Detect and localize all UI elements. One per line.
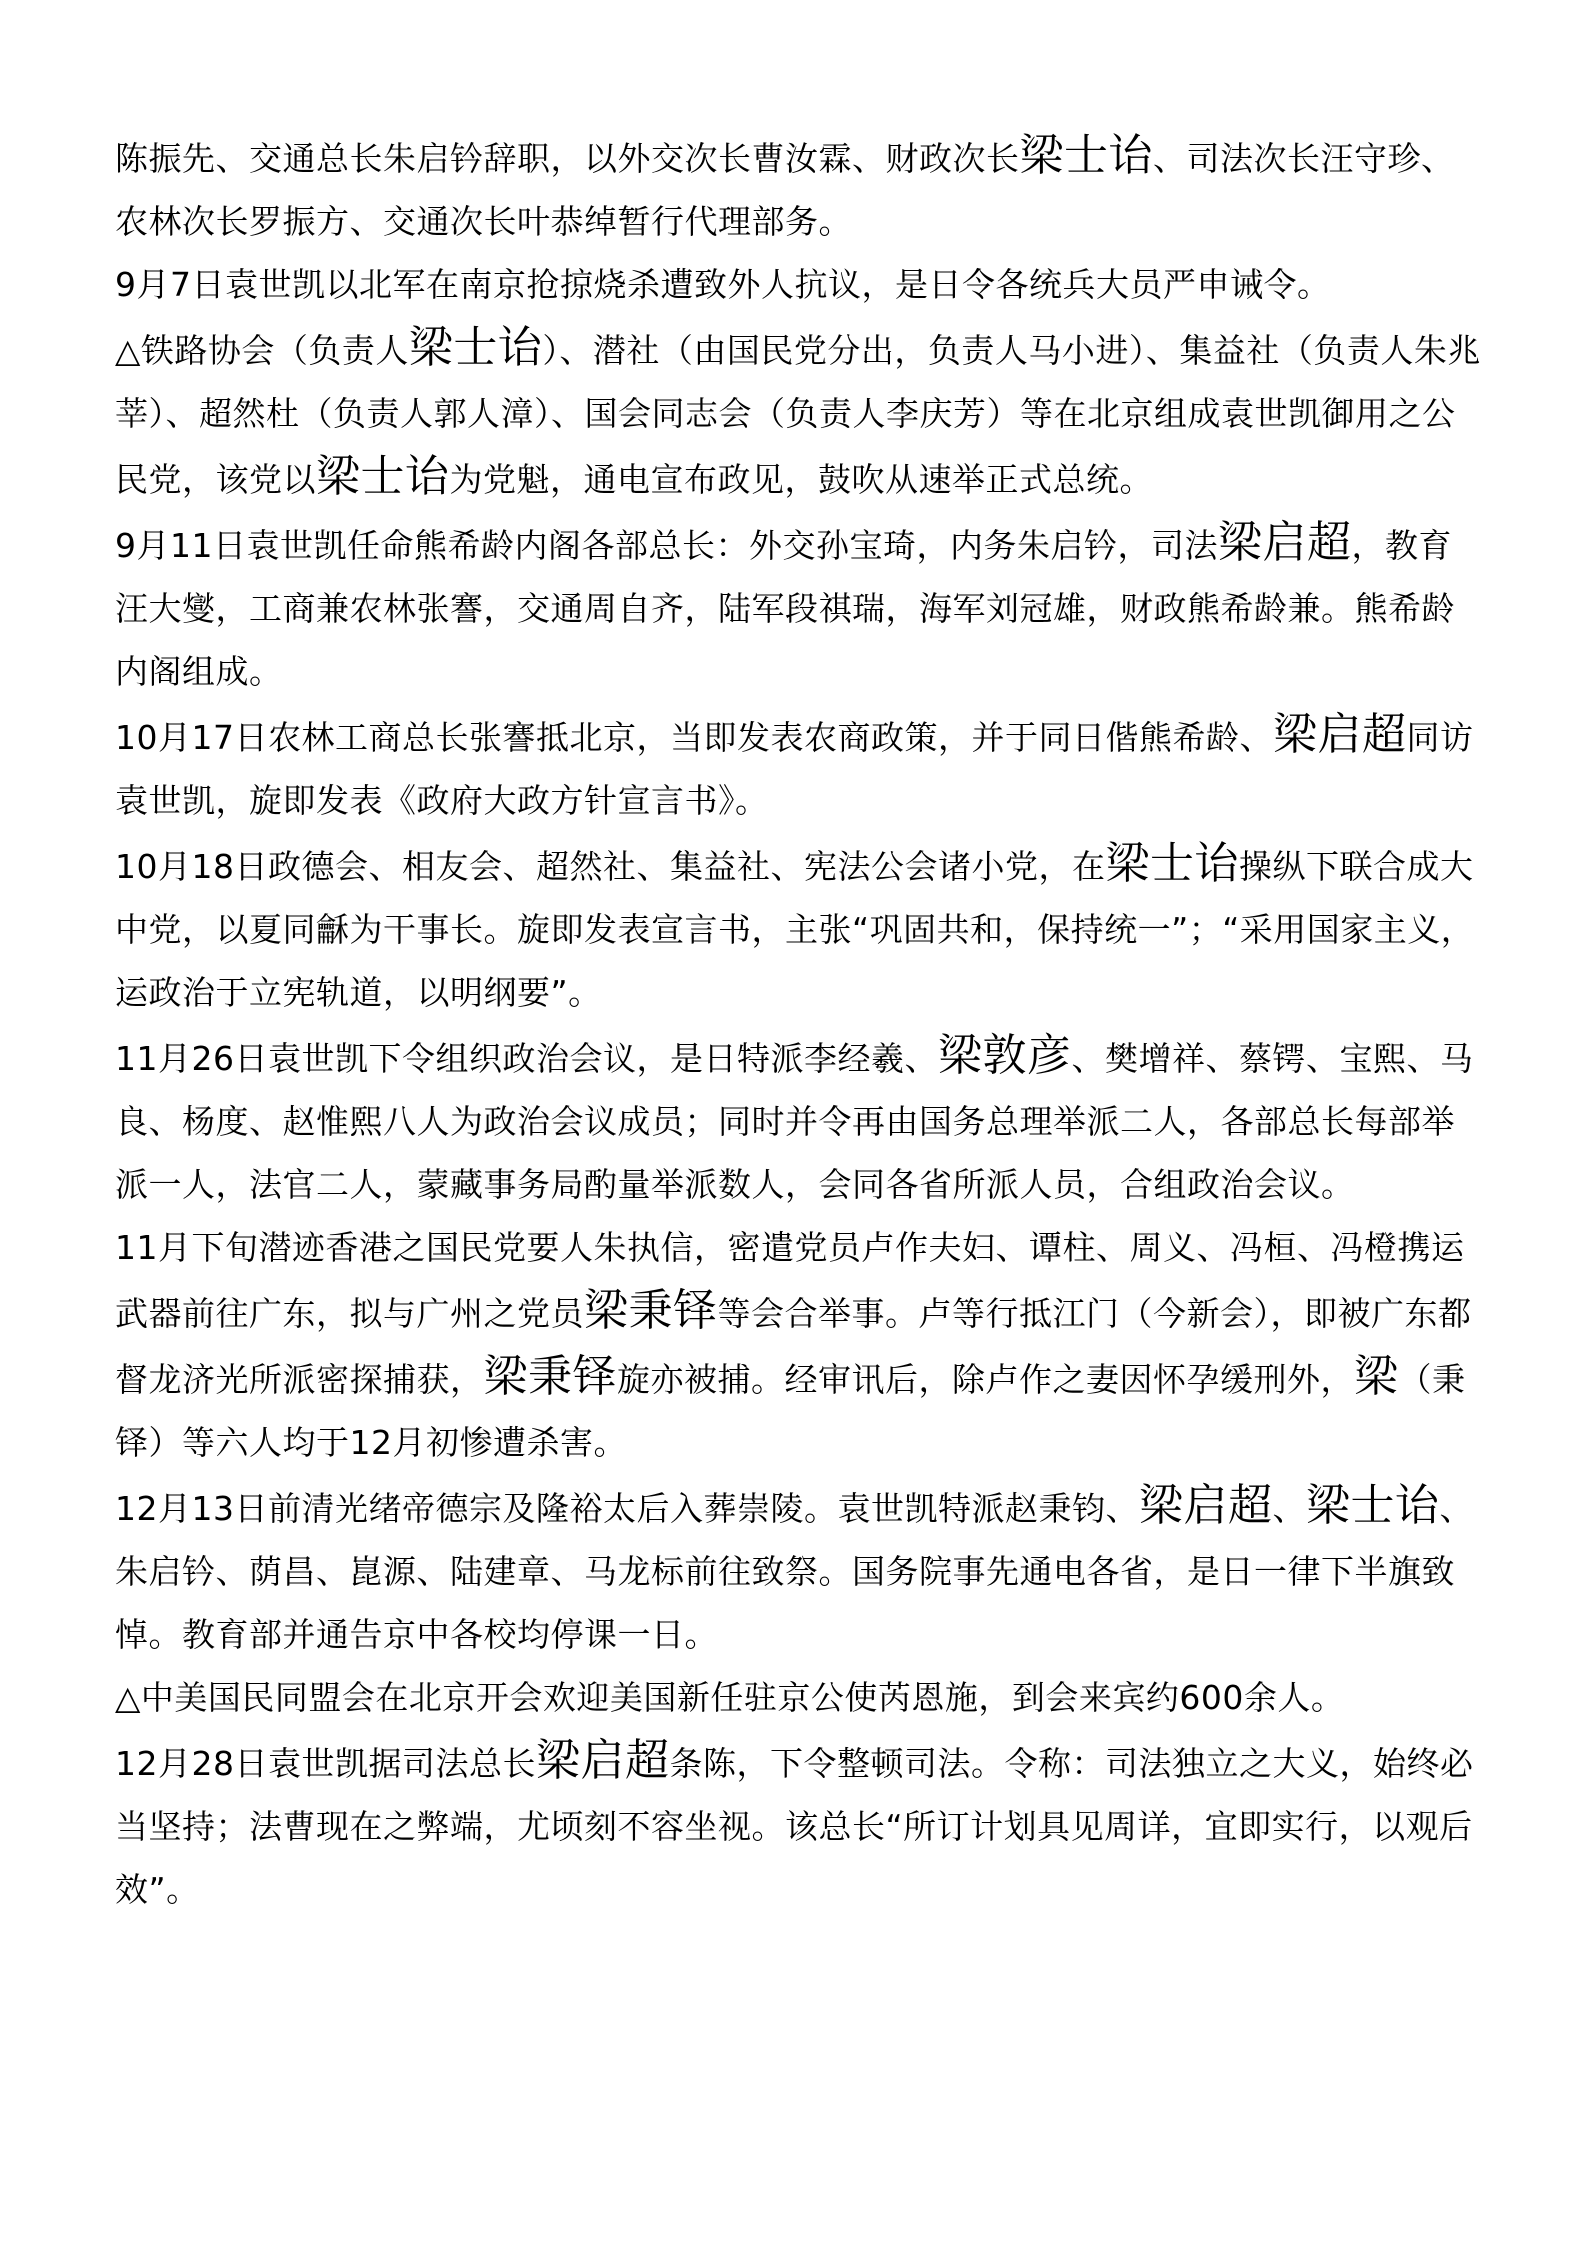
text-segment: 同访袁世凯，旋即发表《政府大政方针宣言书》。 [115, 718, 1474, 820]
text-segment: △中美国民同盟会在北京开会欢迎美国新任驻京公使芮恩施，到会来宾约600余人。 [115, 1678, 1345, 1717]
text-segment: 、樊增祥、蔡锷、宝熙、马良、杨度、赵惟熙八人为政治会议成员；同时并令再由国务总理举派二人，各部总长每部举派一人，法官二人，蒙藏事务局酌量举派数人，会同各省所派人员，合组政治会议。 [115, 1039, 1474, 1204]
highlighted-name: 梁士诒 [1305, 1480, 1440, 1531]
highlighted-name: 梁秉铎 [584, 1285, 718, 1336]
paragraph [115, 253, 1485, 316]
paragraph [115, 1474, 1485, 1666]
highlighted-name: 梁启超 [535, 1735, 670, 1786]
text-segment: 12月13日前清光绪帝德宗及隆裕太后入葬崇陵。袁世凯特派赵秉钧、 [115, 1489, 1139, 1528]
text-segment: △铁路协会（负责人 [115, 331, 409, 370]
highlighted-name: 梁 [1354, 1351, 1399, 1402]
text-segment: 陈振先、交通总长朱启钤辞职，以外交次长曹汝霖、财政次长 [115, 139, 1020, 178]
text-segment: 等会合举事。卢等行抵江门（今新会），即被广东都督龙济光所派密探捕获， [115, 1294, 1472, 1399]
highlighted-name: 梁启超 [1138, 1480, 1273, 1531]
highlighted-name: 梁士诒 [1019, 130, 1153, 181]
paragraph [115, 1666, 1485, 1729]
highlighted-name: 梁秉铎 [483, 1351, 617, 1402]
text-segment: 10月17日农林工商总长张謇抵北京，当即发表农商政策，并于同日偕熊希龄、 [115, 718, 1273, 757]
paragraph [115, 124, 1485, 253]
text-segment: ）、潜社（由国民党分出，负责人马小进）、集益社（负责人朱兆莘）、超然杜（负责人郭人漳）、国会同志会（负责人李庆芳）等在北京组成袁世凯御用之公民党，该党以 [115, 331, 1481, 499]
text-segment: （秉铎）等六人均于12月初惨遭杀害。 [115, 1360, 1466, 1462]
text-segment: 操纵下联合成大中党，以夏同龢为干事长。旋即发表宣言书，主张“巩固共和，保持统一”；“采用国家主义，运政治于立宪轨道，以明纲要”。 [115, 847, 1475, 1012]
text-segment: 9月11日袁世凯任命熊希龄内阁各部总长：外交孙宝琦，内务朱启钤，司法 [115, 526, 1218, 565]
paragraph [115, 316, 1485, 511]
document-page [115, 124, 1485, 1921]
highlighted-name: 梁士诒 [1105, 838, 1239, 889]
text-segment: 12月28日袁世凯据司法总长 [115, 1744, 536, 1783]
highlighted-name: 梁士诒 [316, 451, 450, 502]
text-segment: 为党魁，通电宣布政见，鼓吹从速举正式总统。 [449, 460, 1153, 499]
highlighted-name: 梁敦彦 [937, 1030, 1072, 1081]
text-segment: 、司法次长汪守珍、农林次长罗振方、交通次长叶恭绰暂行代理部务。 [115, 139, 1455, 241]
highlighted-name: 梁启超 [1218, 517, 1352, 568]
paragraph [115, 1216, 1485, 1474]
text-segment: 11月26日袁世凯下令组织政治会议，是日特派李经羲、 [115, 1039, 938, 1078]
paragraph [115, 511, 1485, 703]
text-segment: 旋亦被捕。经审讯后，除卢作之妻因怀孕缓刑外， [617, 1360, 1354, 1399]
text-segment: 10月18日政德会、相友会、超然社、集益社、宪法公会诸小党，在 [115, 847, 1106, 886]
text-segment: ，教育汪大燮，工商兼农林张謇，交通周自齐，陆军段祺瑞，海军刘冠雄，财政熊希龄兼。熊希龄内阁组成。 [115, 526, 1455, 691]
text-segment: 11月下旬潜迹香港之国民党要人朱执信，密遣党员卢作夫妇、谭柱、周义、冯桓、冯橙携运武器前往广东，拟与广州之党员 [115, 1228, 1465, 1333]
paragraph [115, 703, 1485, 832]
highlighted-name: 梁士诒 [408, 322, 543, 373]
paragraph [115, 1729, 1485, 1921]
paragraph [115, 832, 1485, 1024]
text-segment: 、朱启钤、荫昌、崑源、陆建章、马龙标前往致祭。国务院事先通电各省，是日一律下半旗致悼。教育部并通告京中各校均停课一日。 [115, 1489, 1473, 1654]
text-segment: 9月7日袁世凯以北军在南京抢掠烧杀遭致外人抗议，是日令各统兵大员严申诫令。 [115, 265, 1331, 304]
text-segment: 条陈，下令整顿司法。令称：司法独立之大义，始终必当坚持；法曹现在之弊端，尤顷刻不容坐视。该总长“所订计划具见周详，宜即实行，以观后效”。 [115, 1744, 1474, 1909]
paragraph [115, 1024, 1485, 1216]
highlighted-name: 梁启超 [1272, 709, 1407, 760]
text-segment: 、 [1272, 1489, 1306, 1528]
